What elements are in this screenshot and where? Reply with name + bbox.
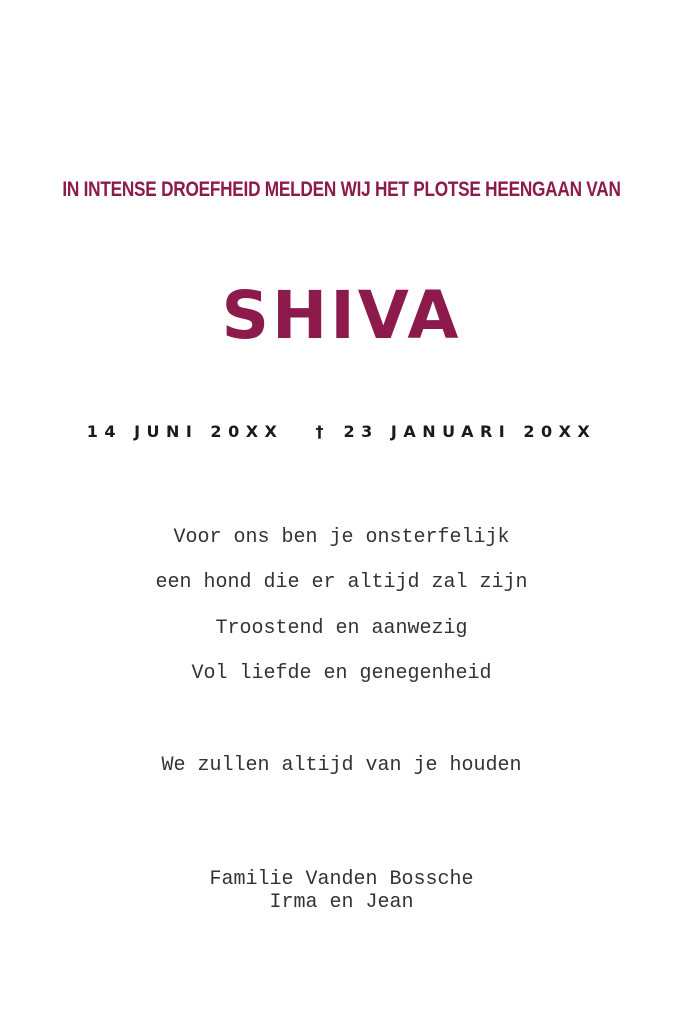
birth-date: 14 JUNI 20XX <box>86 422 284 441</box>
verse-line: een hond die er altijd zal zijn <box>155 571 528 594</box>
death-date: 23 JANUARI 20XX <box>343 422 597 441</box>
verse-line: Voor ons ben je onsterfelijk <box>173 526 510 549</box>
signature-family: Familie Vanden Bossche <box>209 868 474 891</box>
signature <box>0 868 683 914</box>
signature-names: Irma en Jean <box>269 891 414 914</box>
verse-line: We zullen altijd van je houden <box>161 754 522 777</box>
deceased-name: SHIVA <box>221 277 462 354</box>
verse-line: Troostend en aanwezig <box>215 617 468 640</box>
intro-heading: IN INTENSE DROEFHEID MELDEN WIJ HET PLOTSE HEENGAAN VAN <box>62 178 621 201</box>
life-dates <box>0 422 683 441</box>
verse-line: Vol liefde en genegenheid <box>191 662 492 685</box>
cross-icon: † <box>315 422 324 441</box>
